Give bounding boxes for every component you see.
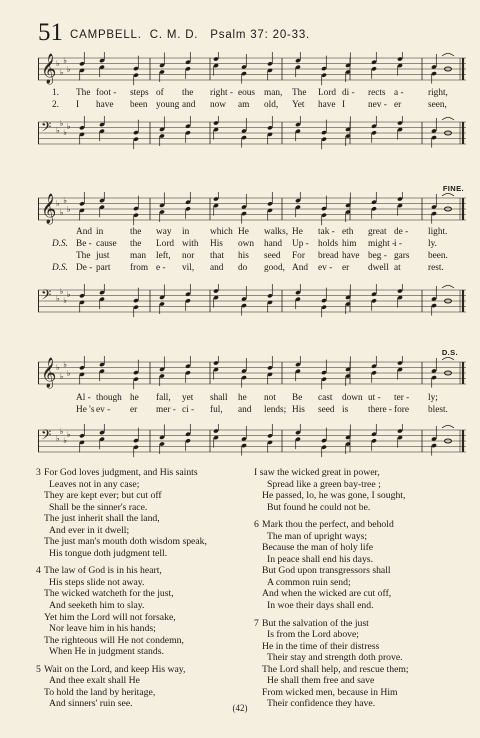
lyric-syllable: do [238,263,248,273]
lyric-syllable: Be - [76,239,92,249]
lyric-syllable: i - [394,239,403,249]
lyric-syllable: bread [318,251,339,261]
lyric-syllable: vil, [182,263,195,273]
stanza-line: To hold the land by heritage, [44,686,156,698]
lyric-syllable: gars [394,251,410,261]
stanza-line: Spread like a green bay-tree ; [267,478,381,490]
lyric-syllable: have [318,100,336,110]
lyric-syllable: him [342,239,357,249]
lyric-syllable: His [210,239,223,249]
flat-icon: ♭ [63,360,67,369]
lyric-syllable: own [238,239,255,249]
flat-icon: ♭ [59,372,64,381]
stanza-number: 7 [254,617,259,629]
music-system-1 [38,48,466,146]
music-system-3 [38,344,466,454]
stanza-line: From wicked men, because in Him [262,686,398,698]
lyric-line [38,404,466,416]
treble-clef-icon: 𝄞 [41,194,57,224]
stanza-line: Their stay and strength doth prove. [267,652,403,664]
treble-staff [38,356,466,390]
flat-icon: ♭ [56,434,60,443]
lyric-syllable: The [292,88,307,98]
lyric-syllable: I [76,100,80,110]
lyric-syllable: He [238,227,249,237]
flat-icon: ♭ [56,126,60,135]
lyric-syllable: And [292,263,309,273]
treble-staff [38,52,466,86]
flat-icon: ♭ [59,68,64,77]
lyric-syllable: that [210,251,224,261]
verse-label: D.S. [52,239,69,249]
lyric-syllable: The [76,88,91,98]
lyric-syllable: Lord [318,88,337,98]
lyric-syllable: steps [130,88,149,98]
flat-icon: ♭ [66,122,71,131]
lyric-syllable: er [130,405,138,415]
flat-icon: ♭ [66,369,71,378]
lyric-syllable: De - [76,263,93,273]
flat-icon: ♭ [63,296,67,305]
lyric-line [38,238,466,250]
stanza-number: 3 [36,467,41,478]
lyric-syllable: which [210,227,233,237]
stanza [254,618,469,710]
lyric-line [38,87,466,99]
stanza-line: His tongue doth judgment tell. [49,547,168,559]
stanza [254,467,469,513]
stanza-line: His steps slide not away. [49,576,145,588]
stanza-line: 3 For God loves judgment, and His saints [36,467,198,478]
flat-icon: ♭ [66,290,71,299]
lyric-syllable: He [292,227,303,237]
flat-icon: ♭ [63,436,67,445]
stanza-line: 7 But the salvation of the just [254,617,369,629]
lyric-syllable: ly; [428,393,438,403]
stanza-line: He shall them free and save [267,675,375,687]
lyric-syllable: The [76,251,91,261]
lyric-syllable: And [76,227,93,237]
lyric-syllable: right, [428,88,448,98]
lyric-syllable: hand [264,239,283,249]
lyric-syllable: ful, [210,405,223,415]
lyric-syllable: the [130,239,142,249]
lyric-syllable: His [292,405,305,415]
lyric-syllable: at [394,263,401,273]
lyric-syllable: ter - [394,393,410,403]
stanza-line: Their confidence they have. [267,698,376,710]
fine-mark: FINE. [442,184,464,193]
lyric-syllable: left, [156,251,171,261]
lyric-syllable: fall, [156,393,171,403]
lyric-syllable: man [130,251,147,261]
lyric-syllable: yet [182,393,194,403]
stanza [36,565,251,657]
flat-icon: ♭ [63,56,67,65]
lyric-syllable: ev - [318,263,333,273]
lyric-syllable: a - [394,88,404,98]
treble-staff [38,192,466,226]
stanza-line: And seeketh him to slay. [49,600,145,612]
bass-staff [38,284,466,318]
lyric-syllable: there - [368,405,393,415]
lyric-line [38,262,466,274]
lyric-syllable: good, [264,263,285,273]
lyric-syllable: he [130,393,139,403]
hymn-header [38,19,458,46]
lyric-syllable: from [130,263,149,273]
bass-clef-icon: 𝄢 [41,119,52,138]
flat-icon: ♭ [63,196,67,205]
lyric-syllable: rest. [428,263,444,273]
stanza-line: Yet him the Lord will not forsake, [44,611,176,623]
hymn-number: 51 [38,19,63,46]
lyric-syllable: and [238,405,252,415]
lyric-syllable: shall [210,393,228,403]
treble-clef-icon: 𝄞 [41,358,57,388]
lyric-syllable: his [238,251,249,261]
stanza-line: He in the time of their distress [262,640,380,652]
flat-icon: ♭ [66,205,71,214]
flat-icon: ♭ [56,294,60,303]
lyric-syllable: foot - [96,88,117,98]
lyric-syllable: is [342,405,349,415]
lyric-syllable: been [130,100,148,110]
lyric-syllable: right - [210,88,233,98]
stanza-line: They are kept ever; but cut off [44,490,162,502]
lyric-syllable: rects [368,88,386,98]
stanza-line: I saw the wicked great in power, [254,467,380,478]
hymn-title-line: CAMPBELL. C. M. D. Psalm 37: 20-33. [70,29,311,41]
stanza-line: 5 Wait on the Lord, and keep His way, [36,663,186,675]
lyric-syllable: walks, [264,227,289,237]
lyric-syllable: seed [318,405,335,415]
lyric-syllable: Up - [292,239,309,249]
lyric-syllable: tak - [318,227,335,237]
lyric-line [38,250,466,262]
ds-mark: D.S. [441,348,458,357]
lyric-syllable: ev - [96,405,111,415]
lyric-syllable: have [96,100,114,110]
lyric-syllable: nev - [368,100,387,110]
stanza-line: In woe their days shall end. [267,600,374,612]
lyric-syllable: with [182,239,199,249]
lyric-syllable: the [182,88,194,98]
lyric-syllable: way [156,227,172,237]
lyric-syllable: might - [368,239,396,249]
lyric-syllable: cast [318,393,333,403]
lyric-syllable: ut - [368,393,381,403]
lyric-syllable: seed [264,251,281,261]
music-system-2 [38,180,466,310]
lyric-syllable: de - [394,227,409,237]
lyric-syllable: lends; [264,405,287,415]
stanza-line: Because the man of holy life [262,542,374,554]
stanza-line: The just inherit shall the land, [44,513,160,525]
lyric-syllable: light. [428,227,448,237]
stanza-line: When He in judgment stands. [49,646,164,658]
lyric-syllable: ly. [428,239,437,249]
stanza-line: The wicked watcheth for the just, [44,588,174,600]
bass-staff [38,424,466,458]
flat-icon: ♭ [56,363,60,372]
lyric-syllable: I [342,100,346,110]
lyric-syllable: the [130,227,142,237]
lyric-syllable: blest. [428,405,448,415]
stanza-line: And sinners' ruin see. [49,698,133,710]
lyric-syllable: in [182,227,190,237]
lyric-line [38,226,466,238]
lyric-syllable: er [342,263,350,273]
flat-icon: ♭ [63,128,67,137]
stanza-line: Is from the Lord above; [267,629,360,641]
stanza-line: The just man's mouth doth wisdom speak, [44,536,207,548]
lyric-syllable: mer - [156,405,176,415]
stanza-line: He passed, lo, he was gone, I sought, [262,490,406,502]
lyric-syllable: holds [318,239,339,249]
stanza-line: Shall be the sinner's race. [49,501,148,513]
lyric-syllable: eth [342,227,354,237]
flat-icon: ♭ [56,59,60,68]
stanza-line: The righteous will He not condemn, [44,634,184,646]
lyric-syllable: e - [156,263,166,273]
stanza-line: And thee exalt shall He [49,675,140,687]
lyric-syllable: di - [342,88,355,98]
stanza-line: The Lord shall help, and rescue them; [262,663,409,675]
stanza-number: 5 [36,663,41,675]
verse-label: D.S. [52,263,69,273]
lyric-syllable: eous [238,88,256,98]
stanzas-right-column [254,467,469,716]
lyric-syllable: beg - [368,251,387,261]
lyric-syllable: down [342,393,363,403]
lyric-syllable: cause [96,239,117,249]
stanza-line: A common ruin send; [267,576,351,588]
bass-staff [38,116,466,150]
lyric-syllable: ci - [182,405,195,415]
stanza-line: But God upon transgressors shall [262,565,391,577]
treble-clef-icon: 𝄞 [41,54,57,84]
lyric-syllable: and [182,100,196,110]
lyric-syllable: he [238,393,247,403]
lyric-syllable: just [96,251,110,261]
stanza [36,467,251,559]
lyric-syllable: have [342,251,360,261]
verse-label: 1. [52,88,59,98]
stanzas-left-column [36,467,251,716]
lyric-syllable: He 's [76,405,95,415]
lyric-syllable: old, [264,100,279,110]
stanza-line: But found he could not be. [267,501,371,513]
stanza-line: In peace shall end his days. [267,553,373,565]
flat-icon: ♭ [59,427,64,436]
lyric-syllable: Lord [156,239,175,249]
stanza-line: And ever in it dwell; [49,524,130,536]
stanza-line: The man of upright ways; [267,530,368,542]
lyric-line [38,99,466,111]
lyric-syllable: Yet [292,100,305,110]
lyric-syllable: and [210,263,224,273]
lyric-syllable: Al - [76,393,91,403]
stanza-line: And when the wicked are cut off, [262,588,392,600]
lyric-syllable: part [96,263,111,273]
lyric-syllable: not [264,393,276,403]
bass-clef-icon: 𝄢 [41,287,52,306]
verse-label: 2. [52,100,59,110]
flat-icon: ♭ [56,199,60,208]
stanza-number: 6 [254,519,259,531]
flat-icon: ♭ [66,65,71,74]
stanza-line: Nor leave him in his hands; [49,623,156,635]
stanza [254,519,469,611]
lyric-syllable: nor [182,251,195,261]
stanza-line: 4 The law of God is in his heart, [36,565,162,577]
lyric-syllable: great [368,227,387,237]
flat-icon: ♭ [59,119,64,128]
stanza-line: Leaves not in any case; [49,478,140,490]
stanza-line: 6 Mark thou the perfect, and behold [254,519,394,531]
flat-icon: ♭ [66,430,71,439]
lyric-syllable: young [156,100,180,110]
lyric-line [38,392,466,404]
lyric-syllable: man, [264,88,283,98]
lyric-syllable: though [96,393,122,403]
page-number: (42) [232,703,248,713]
flat-icon: ♭ [59,208,64,217]
lyric-syllable: of [156,88,164,98]
flat-icon: ♭ [59,287,64,296]
lyric-syllable: seen, [428,100,447,110]
lyric-syllable: fore [394,405,409,415]
lyric-syllable: For [292,251,305,261]
bass-clef-icon: 𝄢 [41,427,52,446]
lyric-syllable: been. [428,251,448,261]
lyric-syllable: am [238,100,250,110]
lyric-syllable: Be [292,393,303,403]
stanza-number: 4 [36,565,41,577]
lyric-syllable: now [210,100,227,110]
lyric-syllable: er [394,100,402,110]
lyric-syllable: in [96,227,104,237]
lyric-syllable: dwell [368,263,389,273]
